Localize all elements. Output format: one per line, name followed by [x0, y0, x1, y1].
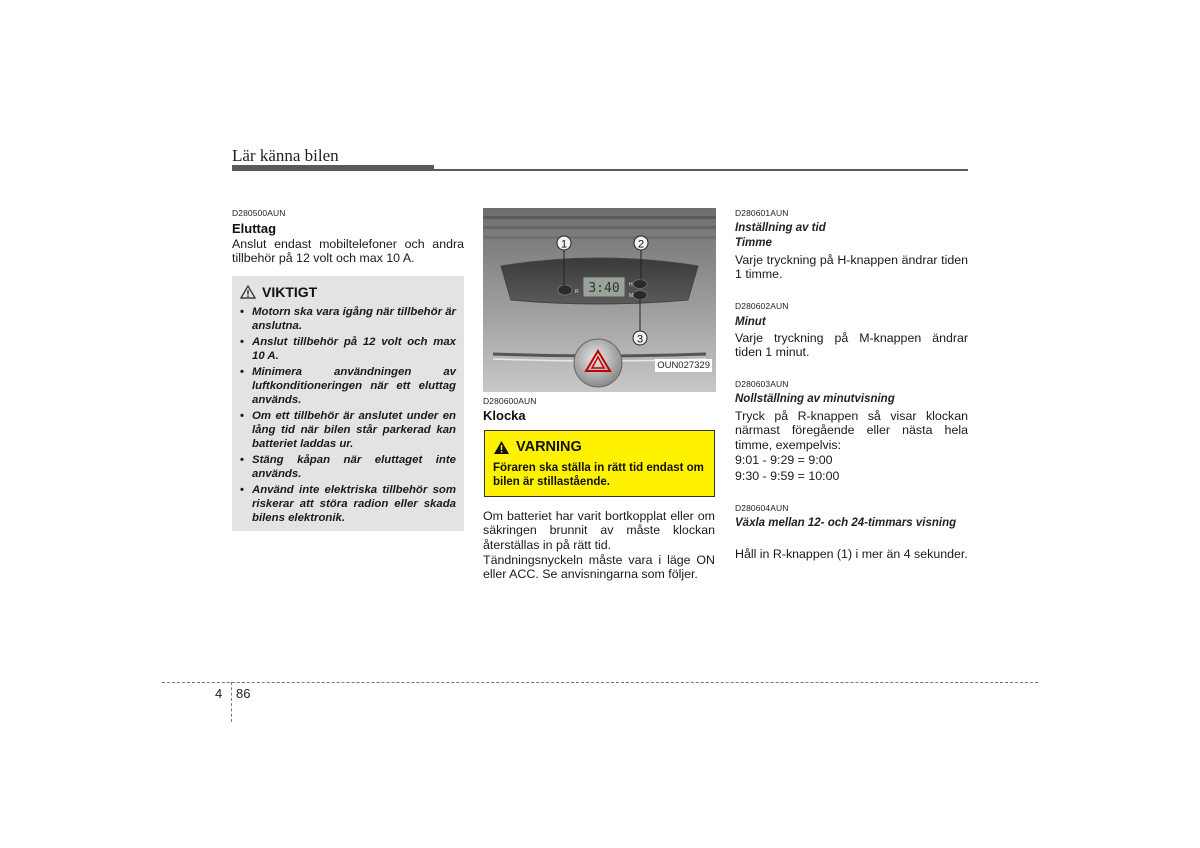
- subheading-nollstallning: Nollställning av minutvisning: [735, 393, 895, 405]
- h-button: [633, 280, 647, 289]
- footer-dashed-divider: [231, 682, 232, 722]
- eluttag-body: Anslut endast mobiltelefoner och andra tillbehör på 12 volt och max 10 A.: [232, 237, 464, 266]
- klocka-paragraph-1: Om batteriet har varit bortkopplat eller om säkringen brunnit av måste klockan återställas in på rätt tid.: [483, 509, 715, 552]
- viktigt-item: • Använd inte elektriska tillbehör som riskerar att störa radion eller skada bilens elektronik.: [238, 483, 456, 525]
- minut-body: Varje tryckning på M-knappen ändrar tiden 1 minut.: [735, 331, 968, 360]
- subheading-vaxla: Växla mellan 12- och 24-timmars visning: [735, 517, 957, 529]
- r-button-letter: R: [575, 289, 579, 295]
- varning-title: [493, 439, 582, 455]
- viktigt-item: • Stäng kåpan när eluttaget inte används.: [238, 453, 456, 481]
- viktigt-list: [238, 305, 456, 527]
- m-button-letter: M: [629, 293, 634, 299]
- viktigt-item: • Minimera användningen av luftkonditioneringen när ett eluttag används.: [238, 365, 456, 407]
- viktigt-item: • Motorn ska vara igång när tillbehör är anslutna.: [238, 305, 456, 333]
- viktigt-label: VIKTIGT: [262, 284, 318, 300]
- clock-lcd-text: 3:40: [588, 281, 620, 296]
- footer-dashed-rule: [162, 682, 1038, 683]
- section-code-klocka: D280600AUN: [483, 396, 537, 406]
- warning-triangle-icon: [493, 440, 510, 455]
- viktigt-notice-box: [232, 276, 464, 531]
- heading-eluttag: Eluttag: [232, 221, 277, 236]
- heading-klocka: Klocka: [483, 408, 526, 423]
- m-button: [633, 291, 647, 300]
- section-code-eluttag: D280500AUN: [232, 208, 286, 218]
- nollstallning-example-1: 9:01 - 9:29 = 9:00: [735, 453, 833, 467]
- nollstallning-example-2: 9:30 - 9:59 = 10:00: [735, 469, 840, 483]
- page-header-title: Lär känna bilen: [232, 146, 339, 165]
- page-number: 86: [236, 686, 251, 701]
- warning-triangle-icon: [240, 285, 256, 299]
- clock-photo: [483, 208, 716, 392]
- subheading-timme: Timme: [735, 237, 772, 249]
- r-button: [558, 285, 572, 295]
- viktigt-title: [240, 284, 317, 300]
- subheading-minut: Minut: [735, 316, 766, 328]
- photo-reference-label: OUN027329: [657, 360, 710, 371]
- klocka-paragraph-2: Tändningsnyckeln måste vara i läge ON eller ACC. Se anvisningarna som följer.: [483, 553, 715, 582]
- viktigt-item: • Om ett tillbehör är anslutet under en lång tid när bilen står parkerad kan batteriet laddas ur.: [238, 409, 456, 451]
- section-code-timme: D280601AUN: [735, 208, 789, 218]
- varning-notice-box: [484, 430, 715, 497]
- h-button-letter: H: [629, 282, 633, 288]
- header-rule-thin: [434, 169, 968, 171]
- callout-3: 3: [636, 333, 644, 346]
- viktigt-item: • Anslut tillbehör på 12 volt och max 10 A.: [238, 335, 456, 363]
- subheading-installning: Inställning av tid: [735, 222, 826, 234]
- section-code-nollstallning: D280603AUN: [735, 379, 789, 389]
- nollstallning-body: Tryck på R-knappen så visar klockan närmast föregående eller nästa hela timme, exempelvis:: [735, 409, 968, 452]
- section-code-minut: D280602AUN: [735, 301, 789, 311]
- varning-label: VARNING: [516, 439, 582, 455]
- varning-text: Föraren ska ställa in rätt tid endast om bilen är stillastående.: [493, 462, 704, 488]
- callout-2: 2: [637, 238, 645, 251]
- vaxla-body: Håll in R-knappen (1) i mer än 4 sekunder.: [735, 547, 968, 561]
- header-rule-thick: [232, 165, 434, 171]
- timme-body: Varje tryckning på H-knappen ändrar tiden 1 timme.: [735, 253, 968, 282]
- callout-1: 1: [560, 238, 568, 251]
- chapter-number: 4: [215, 686, 223, 701]
- section-code-vaxla: D280604AUN: [735, 503, 789, 513]
